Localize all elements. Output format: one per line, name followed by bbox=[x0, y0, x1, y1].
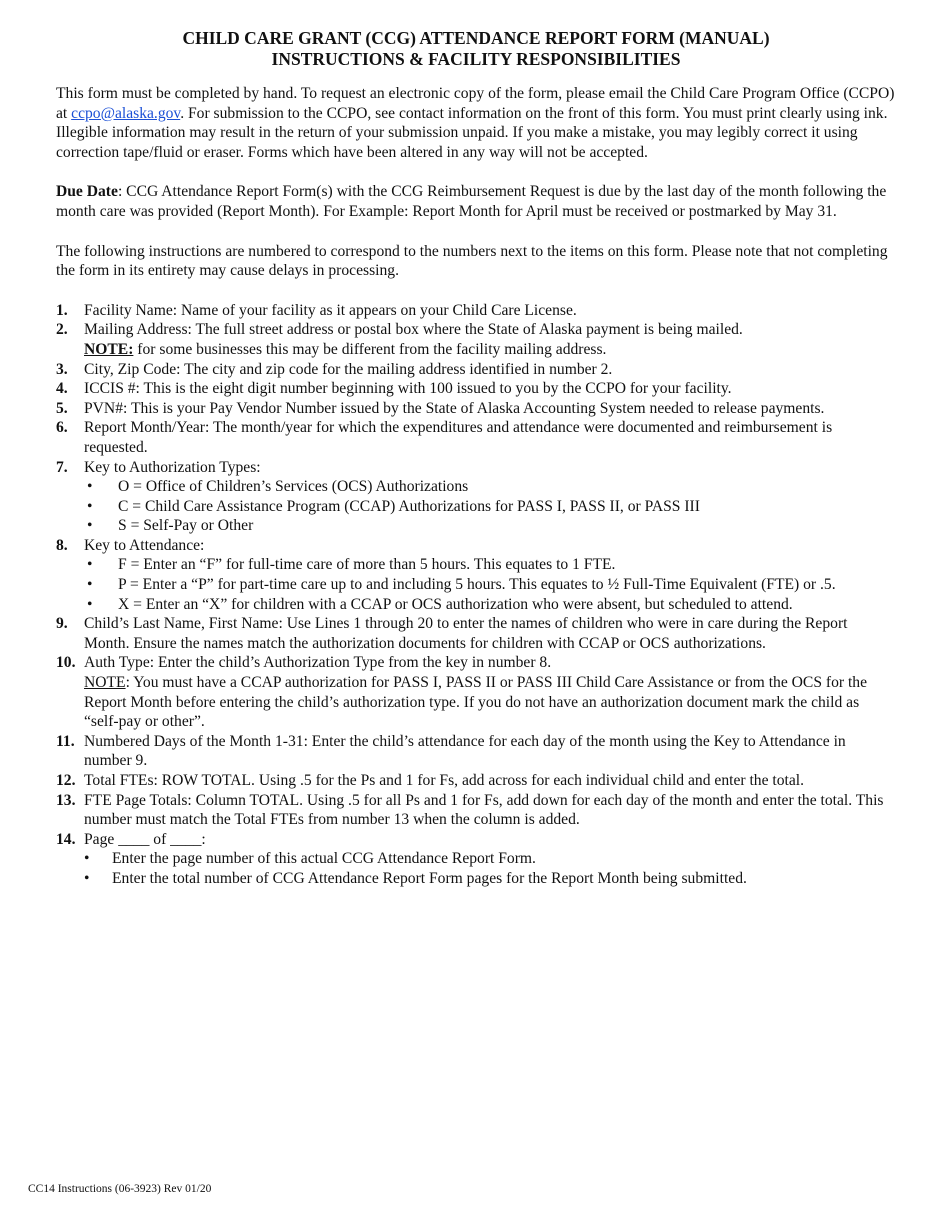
item-number: 9. bbox=[56, 615, 68, 633]
form-footer: CC14 Instructions (06-3923) Rev 01/20 bbox=[28, 1183, 212, 1195]
item-text: FTE Page Totals: Column TOTAL. Using .5 for all Ps and 1 for Fs, add down for each day of the month and enter the total. This number must match the Total FTEs from number 13 when the column is added. bbox=[84, 791, 884, 829]
bullet-text: S = Self-Pay or Other bbox=[118, 517, 254, 535]
item-number: 12. bbox=[56, 772, 76, 789]
email-link[interactable]: ccpo@alaska.gov bbox=[71, 104, 181, 122]
item-text: ICCIS #: This is the eight digit number beginning with 100 issued to you by the CCPO for your facility. bbox=[84, 380, 732, 398]
item-text: Report Month/Year: The month/year for which the expenditures and attendance were documented and reimbursement is requested. bbox=[84, 419, 833, 456]
item-number: 6. bbox=[56, 419, 68, 437]
bullet-icon: • bbox=[84, 869, 90, 887]
bullet-item bbox=[56, 575, 896, 595]
item-text: Mailing Address: The full street address or postal box where the State of Alaska payment is being mailed. bbox=[84, 321, 743, 339]
intro-text-1: This form must be completed by hand. To request an electronic copy of the form, please email the Child Care Program Office (CCPO) at bbox=[56, 85, 895, 122]
bullet-text: Enter the total number of CCG Attendance Report Form pages for the Report Month being submitted. bbox=[112, 869, 747, 887]
item-text: Facility Name: Name of your facility as it appears on your Child Care License. bbox=[84, 301, 577, 319]
bullet-item bbox=[56, 555, 896, 575]
bullet-text: F = Enter an “F” for full-time care of more than 5 hours. This equates to 1 FTE. bbox=[118, 556, 616, 574]
instruction-item-12 bbox=[56, 771, 896, 791]
due-date-text: : CCG Attendance Report Form(s) with the CCG Reimbursement Request is due by the last day of the month following the month care was provided (Report Month). For Example: Report Month for April must be received or postmarked by May 31. bbox=[56, 183, 887, 220]
item-number: 2. bbox=[56, 321, 68, 339]
item-text: Key to Authorization Types: bbox=[84, 458, 261, 476]
intro-text-2: . For submission to the CCPO, see contact information on the front of this form. You must print clearly using ink. Illegible information may result in the return of your submission unpaid. If you make a mistake, you may legibly correct it using correction tape/fluid or eraser. Forms which have been altered in any way will not be accepted. bbox=[56, 104, 888, 161]
bullet-icon: • bbox=[87, 517, 93, 535]
bullet-text: Enter the page number of this actual CCG Attendance Report Form. bbox=[112, 850, 536, 868]
due-date-paragraph bbox=[56, 182, 896, 221]
document-title bbox=[56, 28, 896, 70]
title-line-2: INSTRUCTIONS & FACILITY RESPONSIBILITIES bbox=[271, 49, 681, 69]
bullet-item bbox=[56, 497, 896, 517]
title-line-1: CHILD CARE GRANT (CCG) ATTENDANCE REPORT FORM (MANUAL) bbox=[182, 28, 770, 48]
item-text: PVN#: This is your Pay Vendor Number issued by the State of Alaska Accounting System needed to release payments. bbox=[84, 399, 825, 417]
instruction-item-3 bbox=[56, 360, 896, 380]
item-number: 14. bbox=[56, 830, 76, 848]
bullet-item bbox=[56, 516, 896, 536]
item-number: 10. bbox=[56, 654, 76, 672]
instruction-item-5 bbox=[56, 399, 896, 419]
item-number: 4. bbox=[56, 380, 68, 398]
item-number: 5. bbox=[56, 399, 68, 417]
note-text: for some businesses this may be different from the facility mailing address. bbox=[133, 340, 607, 358]
bullet-text: C = Child Care Assistance Program (CCAP) Authorizations for PASS I, PASS II, or PASS III bbox=[118, 497, 700, 515]
bullet-icon: • bbox=[87, 556, 93, 574]
instruction-item-6 bbox=[56, 418, 896, 457]
intro-paragraph bbox=[56, 84, 896, 162]
due-date-label: Due Date bbox=[56, 183, 118, 201]
item-text: Page ____ of ____: bbox=[84, 830, 206, 848]
bullet-text: X = Enter an “X” for children with a CCAP or OCS authorization who were absent, but scheduled to attend. bbox=[118, 595, 793, 613]
item-number: 11. bbox=[56, 732, 75, 750]
instruction-item-1 bbox=[56, 301, 896, 321]
instruction-item-11 bbox=[56, 732, 896, 771]
bullet-icon: • bbox=[87, 497, 93, 515]
instruction-item-13 bbox=[56, 791, 896, 830]
item-text: Child’s Last Name, First Name: Use Lines 1 through 20 to enter the names of children who were in care during the Report Month. Ensure the names match the authorization documents for children with CCAP or OCS authorizations. bbox=[84, 615, 848, 652]
bullet-item bbox=[56, 477, 896, 497]
item-number: 1. bbox=[56, 301, 68, 319]
instruction-item-2 bbox=[56, 320, 896, 359]
instruction-item-10 bbox=[56, 653, 896, 731]
instruction-item-14 bbox=[56, 830, 896, 850]
bullet-item bbox=[56, 849, 896, 869]
instruction-list bbox=[56, 301, 896, 889]
document-page bbox=[56, 28, 896, 889]
bullet-icon: • bbox=[87, 478, 93, 496]
item-number: 13. bbox=[56, 791, 76, 809]
instruction-item-8 bbox=[56, 536, 896, 556]
item-text: Numbered Days of the Month 1-31: Enter the child’s attendance for each day of the month using the Key to Attendance in number 9. bbox=[84, 732, 846, 770]
note-text: : You must have a CCAP authorization for PASS I, PASS II or PASS III Child Care Assistance or from the OCS for the Report Month before entering the child’s authorization type. If you do not have an authorization document mark the child as “self-pay or other”. bbox=[84, 674, 868, 731]
bullet-icon: • bbox=[84, 850, 90, 868]
item-number: 7. bbox=[56, 458, 68, 476]
item-text: City, Zip Code: The city and zip code for the mailing address identified in number 2. bbox=[84, 360, 613, 378]
bullet-text: P = Enter a “P” for part-time care up to and including 5 hours. This equates to ½ Full-Time Equivalent (FTE) or .5. bbox=[118, 576, 836, 594]
bullet-item bbox=[56, 869, 896, 889]
instruction-item-7 bbox=[56, 458, 896, 478]
bullet-icon: • bbox=[87, 576, 93, 594]
note-label: NOTE: bbox=[84, 340, 134, 358]
instruction-item-4 bbox=[56, 379, 896, 399]
item-text: Auth Type: Enter the child’s Authorization Type from the key in number 8. bbox=[84, 654, 552, 672]
item-number: 8. bbox=[56, 536, 68, 554]
item-number: 3. bbox=[56, 360, 68, 378]
item-text: Key to Attendance: bbox=[84, 536, 205, 554]
note-label: NOTE bbox=[84, 674, 126, 692]
instruction-item-9 bbox=[56, 614, 896, 653]
item-text: Total FTEs: ROW TOTAL. Using .5 for the Ps and 1 for Fs, add across for each individual child and enter the total. bbox=[84, 772, 805, 789]
instructions-intro: The following instructions are numbered to correspond to the numbers next to the items on this form. Please note that not completing the form in its entirety may cause delays in processing. bbox=[56, 242, 888, 280]
bullet-text: O = Office of Children’s Services (OCS) Authorizations bbox=[118, 478, 469, 496]
bullet-icon: • bbox=[87, 595, 93, 613]
bullet-item bbox=[56, 595, 896, 615]
